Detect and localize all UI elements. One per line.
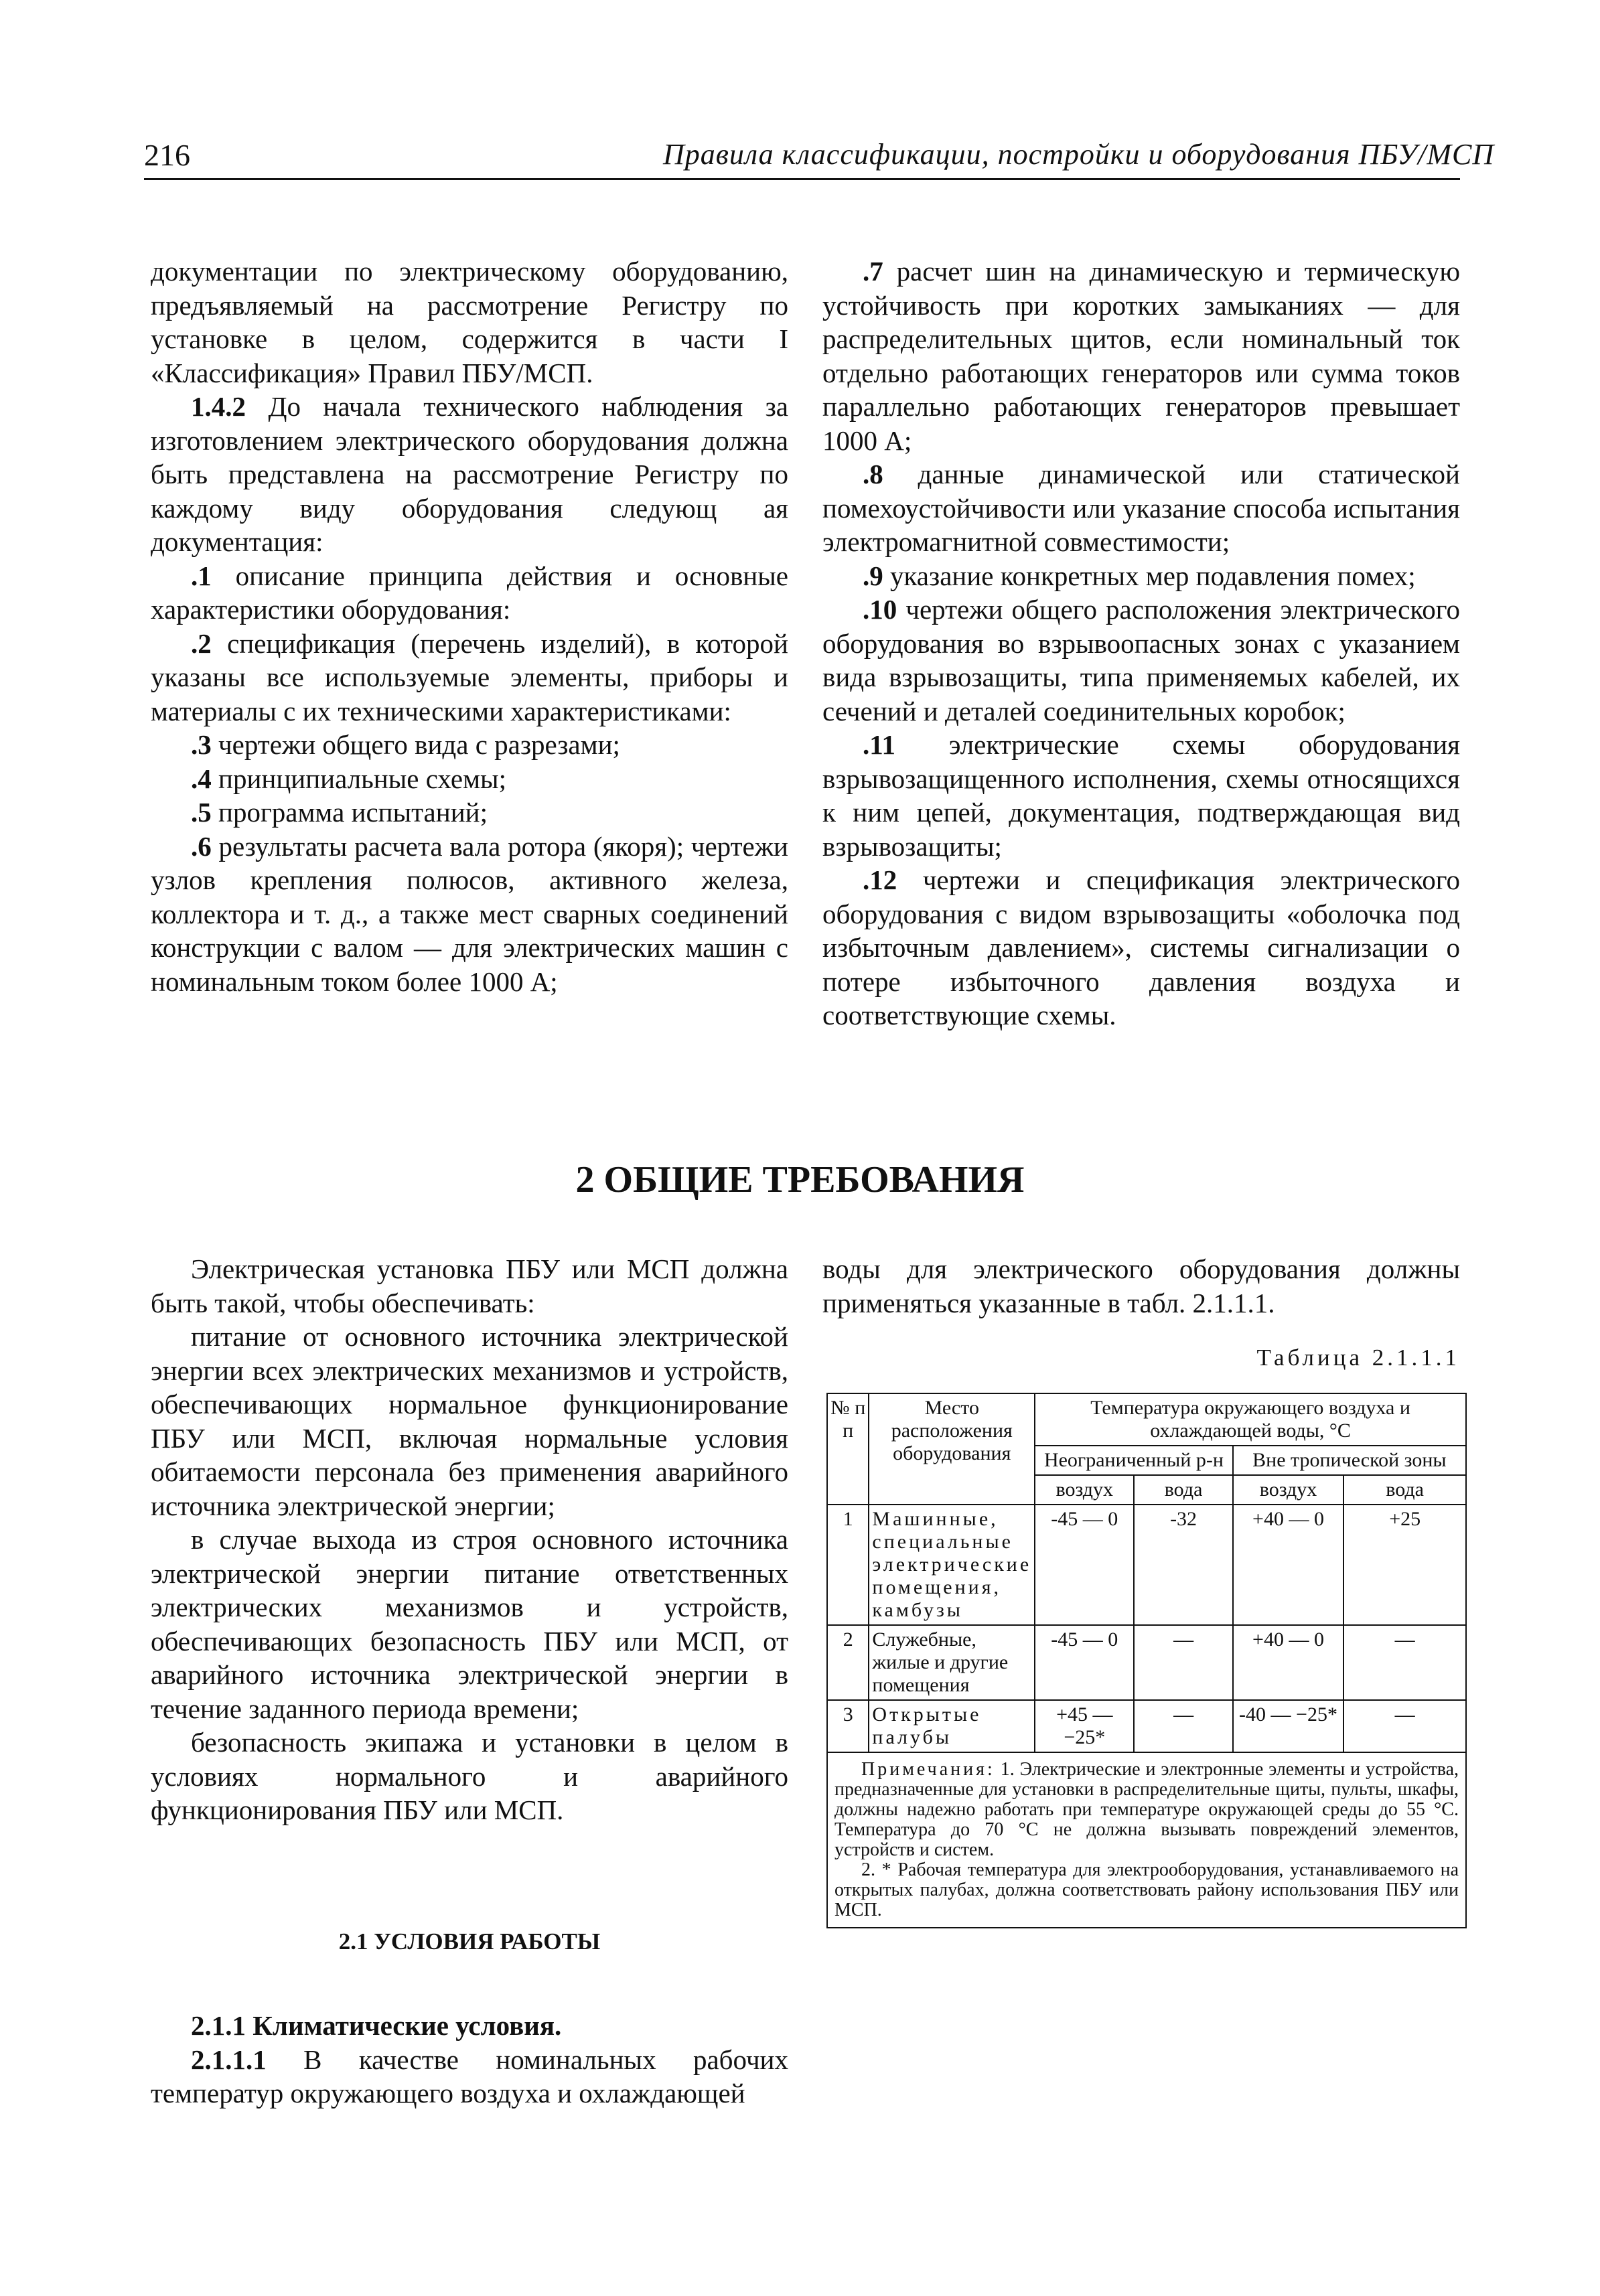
header-air: воздух	[1233, 1475, 1344, 1505]
cell: +40 — 0	[1233, 1505, 1344, 1625]
page-number: 216	[144, 138, 190, 172]
left-column-bottom	[151, 1252, 788, 1827]
list-item: .8 данные динамической или статической помехоустойчивости или указание способа испытания электромагнитной совместимости;	[822, 459, 1461, 557]
cell: -32	[1134, 1505, 1232, 1625]
temperature-table	[826, 1393, 1467, 1928]
paragraph: питание от основного источника электрической энергии всех электрических механизмов и устройств, обеспечивающих нормальное функционирование ПБУ или МСП, включая нормальные условия обитаемости персонала без применения аварийного источника электрической энергии;	[151, 1321, 788, 1521]
cell: +25	[1343, 1505, 1466, 1625]
cell: —	[1343, 1700, 1466, 1752]
table-notes: Примечания: 1. Электрические и электронные элементы и устройства, предназначенные для установки в распределительные щиты, пульты, шкафы, должны надежно работать при температуре окружающей среды до 55 °С. Температура до 70 °С не должна вызывать повреждений элементов, устройств и систем. 2. * Рабочая температура для электрооборудования, устанавливаемого на открытых палубах, должна соответствовать району использования ПБУ или МСП.	[827, 1752, 1466, 1928]
list-item: .3 чертежи общего вида с разрезами;	[191, 729, 620, 760]
list-item: .5 программа испытаний;	[191, 797, 488, 828]
paragraph: Электрическая установка ПБУ или МСП должна быть такой, чтобы обеспечивать:	[151, 1253, 788, 1318]
cell: 1	[827, 1505, 869, 1625]
cell: +40 — 0	[1233, 1625, 1344, 1700]
paragraph: воды для электрического оборудования должны применяться указанные в табл. 2.1.1.1.	[822, 1253, 1460, 1318]
header-rule	[144, 178, 1460, 180]
section-title: 2 ОБЩИЕ ТРЕБОВАНИЯ	[575, 1159, 1025, 1201]
list-item: .1 описание принципа действия и основные характеристики оборудования:	[151, 560, 788, 625]
header-water: вода	[1134, 1475, 1232, 1505]
cell: 3	[827, 1700, 869, 1752]
list-item: .7 расчет шин на динамическую и термическую устойчивость при коротких замыканиях — для распределительных щитов, если номинальный ток отдельно работающих генераторов или сумма токов параллельно работающих генераторов превышает 1000 А;	[822, 256, 1460, 456]
paragraph: 2.1.1.1 В качестве номинальных рабочих температур окружающего воздуха и охлаждающей	[151, 2044, 789, 2109]
subsection-title: 2.1 УСЛОВИЯ РАБОТЫ	[338, 1928, 601, 1955]
list-item: .9 указание конкретных мер подавления помех;	[863, 560, 1416, 591]
header-unlimited: Неограниченный р-н	[1035, 1446, 1233, 1475]
left-column-end	[151, 2009, 788, 2111]
cell: 2	[827, 1625, 869, 1700]
paragraph: документации по электрическому оборудованию, предъявляемый на рассмотрение Регистру по установке в целом, содержится в части I «Классификация» Правил ПБУ/МСП.	[151, 256, 788, 388]
cell: —	[1134, 1625, 1232, 1700]
header-outside-tropics: Вне тропической зоны	[1233, 1446, 1466, 1475]
paragraph: 1.4.2 До начала технического наблюдения за изготовлением электрического оборудования должна быть представлена на рассмотрение Регистру по каждому виду оборудования следующ ая документация:	[151, 391, 789, 557]
header-place: Место расположения оборудования	[869, 1393, 1035, 1505]
header-water: вода	[1343, 1475, 1466, 1505]
header-air: воздух	[1035, 1475, 1134, 1505]
right-column-bottom	[822, 1252, 1460, 1320]
paragraph: в случае выхода из строя основного источника электрической энергии питание ответственных электрических механизмов и устройств, обеспечивающих безопасность ПБУ или МСП, от аварийного источника электрической энергии в течение заданного периода времени;	[151, 1524, 788, 1724]
table-caption: Таблица 2.1.1.1	[1256, 1345, 1460, 1371]
running-header: Правила классификации, постройки и оборудования ПБУ/МСП	[663, 138, 1495, 171]
cell: —	[1134, 1700, 1232, 1752]
clause-heading: 2.1.1 Климатические условия.	[191, 2010, 562, 2041]
cell: -45 — 0	[1035, 1505, 1134, 1625]
cell: +45 — −25*	[1035, 1700, 1134, 1752]
table-row	[827, 1700, 1466, 1752]
cell: Открытые палубы	[869, 1700, 1035, 1752]
paragraph: безопасность экипажа и установки в целом в условиях нормального и аварийного функционирования ПБУ или МСП.	[151, 1727, 788, 1825]
list-item: .2 спецификация (перечень изделий), в которой указаны все используемые элементы, приборы и материалы с их техническими характеристиками:	[151, 627, 788, 726]
left-column-top	[151, 254, 788, 998]
list-item: .11 электрические схемы оборудования взрывозащищенного исполнения, схемы относящихся к ним цепей, документация, подтверждающая вид взрывозащиты;	[822, 729, 1461, 862]
list-item: .10 чертежи общего расположения электрического оборудования во взрывоопасных зонах с указанием вида взрывозащиты, типа применяемых кабелей, их сечений и деталей соединительных коробок;	[822, 594, 1460, 726]
cell: Машинные, специальные электрические помещения, камбузы	[869, 1505, 1035, 1625]
list-item: .4 принципиальные схемы;	[191, 763, 506, 794]
list-item: .12 чертежи и спецификация электрического оборудования с видом взрывозащиты «оболочка под избыточным давлением», системы сигнализации о потере избыточного давления воздуха и соответствующие схемы.	[822, 864, 1460, 1030]
list-item: .6 результаты расчета вала ротора (якоря); чертежи узлов крепления полюсов, активного железа, коллектора и т. д., а также мест сварных соединений конструкции с валом — для электрических машин с номинальным током более 1000 А;	[151, 830, 788, 997]
table-row	[827, 1505, 1466, 1625]
cell: Служебные, жилые и другие помещения	[869, 1625, 1035, 1700]
header-num: № п п	[827, 1393, 869, 1505]
right-column-top	[822, 254, 1460, 1032]
table-row	[827, 1625, 1466, 1700]
cell: -45 — 0	[1035, 1625, 1134, 1700]
cell: -40 — −25*	[1233, 1700, 1344, 1752]
cell: —	[1343, 1625, 1466, 1700]
header-temperature: Температура окружающего воздуха и охлаждающей воды, °С	[1035, 1393, 1466, 1446]
